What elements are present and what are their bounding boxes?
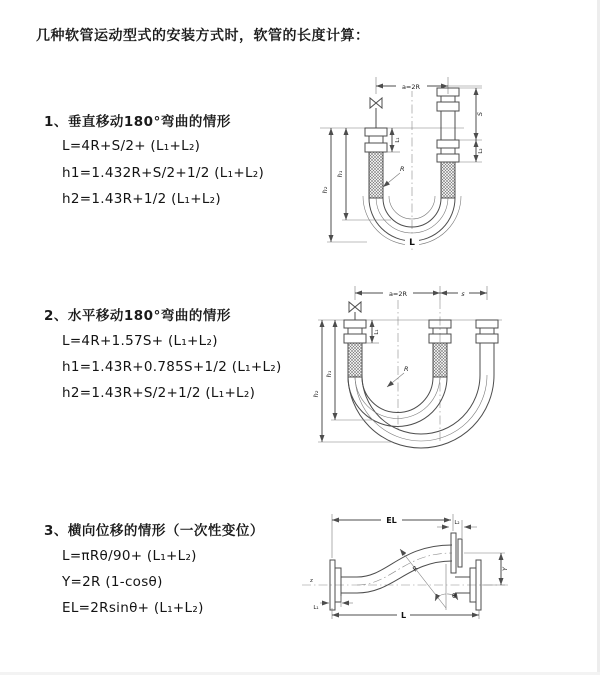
dimension-l2 (459, 140, 484, 162)
lateral-displacement-diagram (296, 496, 514, 630)
s1-formula-h1: h1=1.432R+S/2+1/2 (L₁+L₂) (62, 165, 265, 181)
dimension-a2r (355, 286, 440, 300)
valve-icon (349, 302, 361, 320)
hose-s-curve (357, 545, 452, 593)
s2-formula-l: L=4R+1.57S+ (L₁+L₂) (62, 333, 218, 349)
l1-label: L₁ (313, 605, 319, 611)
dimension-l2 (437, 520, 477, 538)
dimension-h2 (321, 128, 367, 242)
page-title: 几种软管运动型式的安装方式时，软管的长度计算： (36, 28, 370, 44)
s1-formula-l: L=4R+S/2+ (L₁+L₂) (62, 138, 201, 154)
s3-formula-el: EL=2Rsinθ+ (L₁+L₂) (62, 600, 204, 616)
right-fitting-upper (437, 88, 459, 140)
valve-icon (370, 98, 382, 128)
dimension-l1 (386, 128, 401, 152)
dimension-l (332, 608, 479, 620)
hose-braid (433, 343, 447, 377)
centerline (302, 578, 508, 585)
s1-formula-h2: h2=1.43R+1/2 (L₁+L₂) (62, 191, 221, 207)
axis-z-label: z (310, 578, 313, 584)
dimension-s (459, 88, 484, 140)
s2-formula-h1: h1=1.43R+0.785S+1/2 (L₁+L₂) (62, 359, 282, 375)
hose-braid (369, 152, 383, 198)
h2-label: h₂ (321, 186, 329, 194)
theta-label: θ (452, 592, 456, 600)
dimension-s (440, 286, 487, 300)
left-fitting (344, 320, 366, 377)
l1-label: L₁ (395, 137, 401, 143)
length-callout (405, 236, 419, 248)
y-label: Y (501, 567, 509, 571)
left-fitting (365, 128, 387, 198)
right-fitting (476, 320, 498, 375)
section-2-heading: 2、水平移动180°弯曲的情形 (44, 308, 231, 324)
dimension-y (464, 553, 509, 585)
horizontal-180-bend-diagram (310, 282, 508, 456)
s-label: s (461, 290, 465, 298)
dimension-el (332, 514, 453, 558)
l2-label: L₂ (478, 148, 484, 154)
angle-theta (435, 564, 458, 610)
l1-label: L₁ (374, 329, 380, 335)
hose-braid (441, 162, 455, 198)
hose-braid (348, 343, 362, 377)
h1-label: h₁ (325, 370, 333, 378)
vertical-180-bend-diagram (312, 70, 496, 254)
dimension-l1 (313, 596, 353, 611)
section-3-heading: 3、横向位移的情形（一次性变位） (44, 523, 264, 539)
s3-formula-l: L=πRθ/90+ (L₁+L₂) (62, 548, 197, 564)
radius-callout (383, 165, 405, 187)
l2-label: L₂ (454, 520, 460, 526)
upper-right-flange (451, 533, 462, 573)
dimension-l1 (366, 320, 380, 343)
l-label: L (400, 611, 407, 620)
hose-u-bends (348, 375, 494, 448)
a2r-label: a=2R (388, 290, 408, 298)
right-fitting-lower (437, 140, 459, 198)
section-1-heading: 1、垂直移动180°弯曲的情形 (44, 114, 231, 130)
s2-formula-h2: h2=1.43R+S/2+1/2 (L₁+L₂) (62, 385, 256, 401)
r-label: R (404, 365, 409, 373)
a2r-label: a=2R (401, 83, 421, 91)
el-label: EL (386, 516, 397, 525)
dimension-a2r (376, 77, 482, 94)
h2-label: h₂ (312, 390, 320, 398)
s3-formula-y: Y=2R (1-cosθ) (62, 574, 163, 590)
l-label: L (409, 238, 415, 248)
s-label: S (476, 111, 484, 117)
h1-label: h₁ (336, 170, 344, 178)
r-label: R (400, 165, 405, 173)
r-label: R (410, 564, 420, 574)
